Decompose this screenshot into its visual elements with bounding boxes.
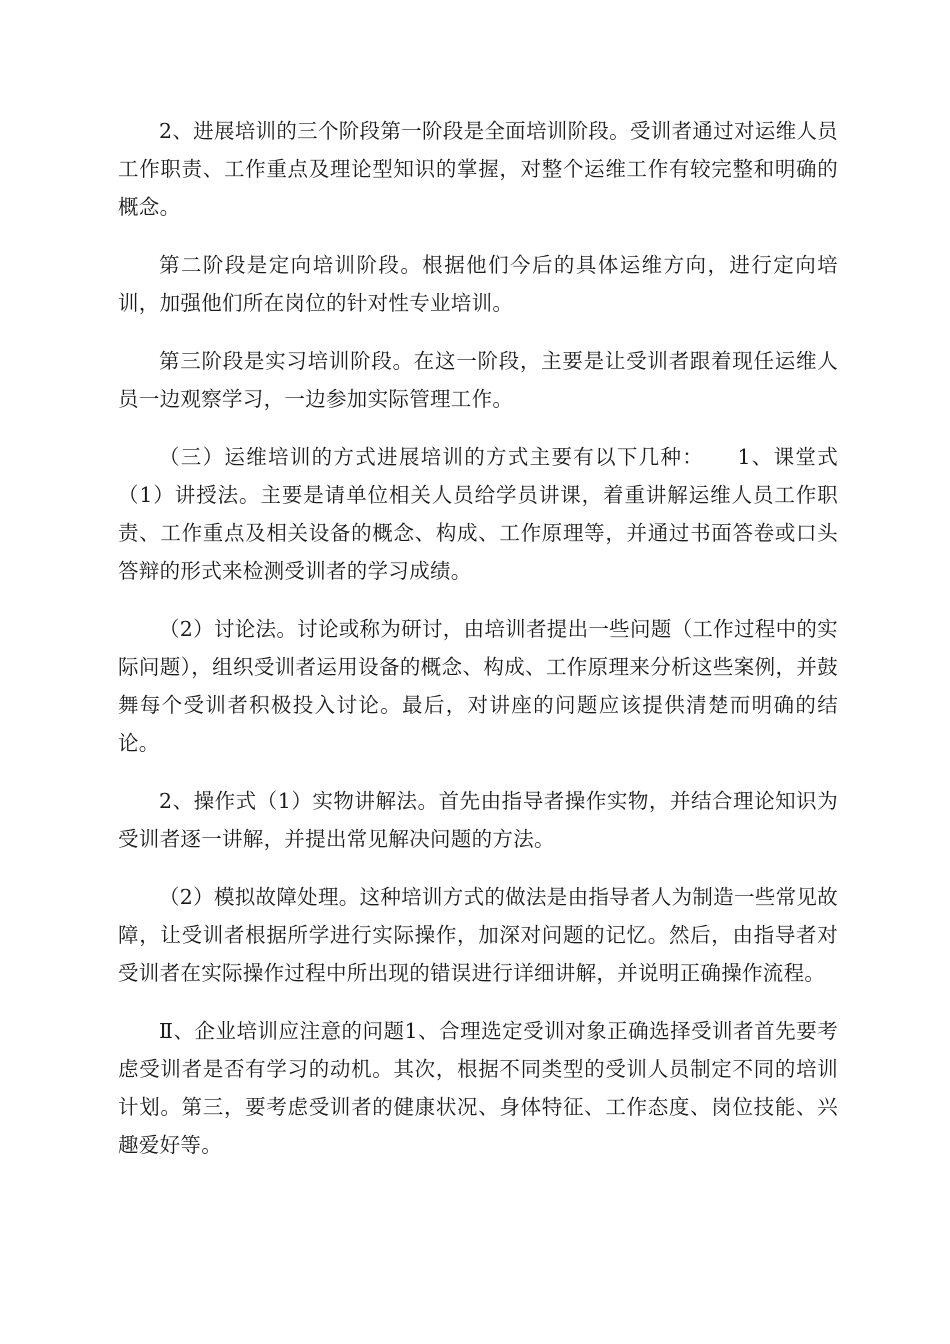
paragraph-stage-three: 第三阶段是实习培训阶段。在这一阶段，主要是让受训者跟着现任运维人员一边观察学习，一边参加实际管理工作。 [118, 349, 838, 411]
paragraph-fault-simulation: （2）模拟故障处理。这种培训方式的做法是由指导者人为制造一些常见故障，让受训者根据所学进行实际操作，加深对问题的记忆。然后，由指导者对受训者在实际操作过程中所出现的错误进行详细讲解，并说明正确操作流程。 [118, 885, 838, 985]
document-body [118, 112, 838, 1184]
paragraph-training-notes: Ⅱ、企业培训应注意的问题1、合理选定受训对象正确选择受训者首先要考虑受训者是否有学习的动机。其次，根据不同类型的受训人员制定不同的培训计划。第三，要考虑受训者的健康状况、身体特征、工作态度、岗位技能、兴趣爱好等。 [118, 1019, 838, 1157]
paragraph-training-methods: （三）运维培训的方式进展培训的方式主要有以下几种： 1、课堂式（1）讲授法。主要是请单位相关人员给学员讲课，着重讲解运维人员工作职责、工作重点及相关设备的概念、构成、工作原理等，并通过书面答卷或口头答辩的形式来检测受训者的学习成绩。 [118, 445, 838, 583]
paragraph-stage-two: 第二阶段是定向培训阶段。根据他们今后的具体运维方向，进行定向培训，加强他们所在岗位的针对性专业培训。 [118, 253, 838, 315]
paragraph-operation-method: 2、操作式（1）实物讲解法。首先由指导者操作实物，并结合理论知识为受训者逐一讲解，并提出常见解决问题的方法。 [118, 789, 838, 851]
paragraph-discussion-method: （2）讨论法。讨论或称为研讨，由培训者提出一些问题（工作过程中的实际问题），组织受训者运用设备的概念、构成、工作原理来分析这些案例，并鼓舞每个受训者积极投入讨论。最后，对讲座的问题应该提供清楚而明确的结论。 [118, 617, 838, 755]
paragraph-training-stages: 2、进展培训的三个阶段第一阶段是全面培训阶段。受训者通过对运维人员工作职责、工作重点及理论型知识的掌握，对整个运维工作有较完整和明确的概念。 [118, 119, 838, 219]
